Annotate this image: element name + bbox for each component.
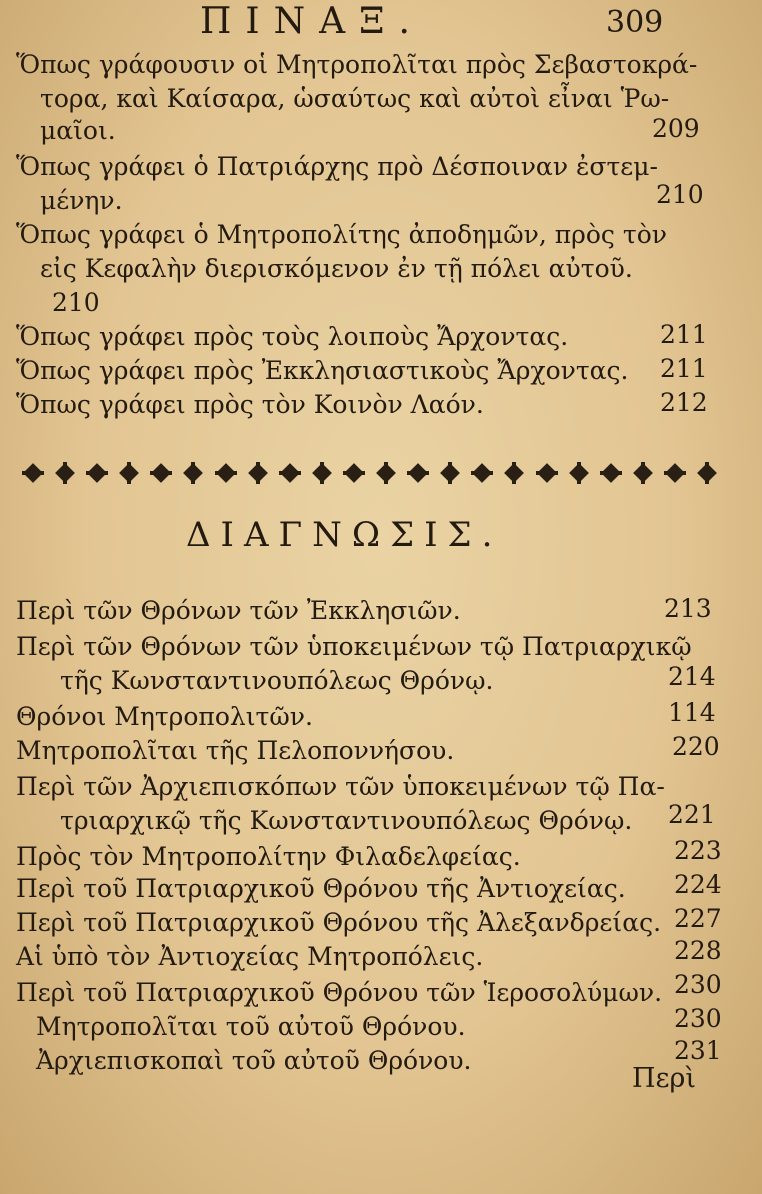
toc-page-number: 213 — [664, 594, 712, 623]
ornament-icon — [247, 462, 269, 484]
toc-line: μαῖοι. — [40, 116, 116, 145]
toc-line: Περὶ τοῦ Πατριαρχικοῦ Θρόνου τῆς Ἀλεξανδρείας. — [16, 908, 662, 937]
ornament-icon — [22, 462, 44, 484]
ornament-icon — [343, 462, 365, 484]
toc-line: Ὅπως γράφει πρὸς Ἐκκλησιαστικοὺς Ἄρχοντας. — [16, 356, 629, 385]
ornament-icon — [536, 462, 558, 484]
toc-page-number: 220 — [672, 732, 720, 761]
ornament-icon — [279, 462, 301, 484]
ornament-icon — [86, 462, 108, 484]
ornament-icon — [664, 462, 686, 484]
ornament-icon — [375, 462, 397, 484]
ornament-icon — [182, 462, 204, 484]
ornament-icon — [54, 462, 76, 484]
toc-line: Περὶ τοῦ Πατριαρχικοῦ Θρόνου τῶν Ἱεροσολύμων. — [16, 978, 663, 1007]
toc-page-number: 209 — [652, 114, 700, 143]
ornament-icon — [600, 462, 622, 484]
toc-line: 210 — [52, 288, 100, 317]
toc-line: Θρόνοι Μητροπολιτῶν. — [16, 702, 313, 731]
page-number: 309 — [606, 5, 664, 40]
toc-line: Ὅπως γράφει ὁ Μητροπολίτης ἀποδημῶν, πρὸς τὸν — [16, 220, 667, 249]
toc-line: Ὅπως γράφει πρὸς τοὺς λοιποὺς Ἄρχοντας. — [16, 322, 569, 351]
section-title: ΔΙΑΓΝΩΣΙΣ. — [186, 515, 503, 555]
ornament-icon — [568, 462, 590, 484]
toc-line: Περὶ τῶν Ἀρχιεπισκόπων τῶν ὑποκειμένων τῷ Πα- — [16, 772, 665, 801]
ornament-icon — [215, 462, 237, 484]
running-title: ΠΙΝΑΞ. — [200, 1, 424, 42]
ornament-icon — [503, 462, 525, 484]
toc-page-number: 211 — [660, 320, 708, 349]
toc-line: τριαρχικῷ τῆς Κωνσταντινουπόλεως Θρόνῳ. — [60, 806, 633, 835]
ornament-icon — [632, 462, 654, 484]
ornament-icon — [439, 462, 461, 484]
toc-line: τορα, καὶ Καίσαρα, ὡσαύτως καὶ αὐτοὶ εἶναι Ῥω- — [40, 84, 670, 113]
toc-page-number: 210 — [656, 180, 704, 209]
toc-line: τῆς Κωνσταντινουπόλεως Θρόνῳ. — [60, 666, 494, 695]
toc-line: Μητροπολῖται τοῦ αὐτοῦ Θρόνου. — [36, 1012, 466, 1041]
toc-line: Ἀρχιεπισκοπαὶ τοῦ αὐτοῦ Θρόνου. — [36, 1046, 472, 1075]
toc-line: Μητροπολῖται τῆς Πελοποννήσου. — [16, 736, 455, 765]
page-header — [0, 2, 762, 42]
decorative-ornament-band — [22, 448, 718, 498]
toc-line: Περὶ τῶν Θρόνων τῶν Ἐκκλησιῶν. — [16, 596, 461, 625]
ornament-icon — [696, 462, 718, 484]
toc-line: Ὅπως γράφει ὁ Πατριάρχης πρὸ Δέσποιναν ἐστεμ- — [16, 152, 658, 181]
toc-line: Ὅπως γράφουσιν οἱ Μητροπολῖται πρὸς Σεβαστοκρά- — [16, 50, 698, 79]
toc-page-number: 212 — [660, 388, 708, 417]
toc-line: Αἱ ὑπὸ τὸν Ἀντιοχείας Μητροπόλεις. — [16, 942, 484, 971]
ornament-icon — [150, 462, 172, 484]
ornament-icon — [407, 462, 429, 484]
toc-page-number: 114 — [668, 698, 716, 727]
toc-page-number: 228 — [674, 936, 722, 965]
toc-page-number: 214 — [668, 662, 716, 691]
toc-line: Ὅπως γράφει πρὸς τὸν Κοινὸν Λαόν. — [16, 390, 484, 419]
toc-page-number: 231 — [674, 1036, 722, 1065]
ornament-icon — [471, 462, 493, 484]
ornament-icon — [311, 462, 333, 484]
toc-page-number: 221 — [668, 800, 716, 829]
toc-page-number: 227 — [674, 904, 722, 933]
toc-line: εἰς Κεφαλὴν διερισκόμενον ἐν τῇ πόλει αὐτοῦ. — [40, 254, 633, 283]
toc-page-number: 211 — [660, 354, 708, 383]
toc-page-number: 223 — [674, 836, 722, 865]
toc-line: Περὶ τῶν Θρόνων τῶν ὑποκειμένων τῷ Πατριαρχικῷ — [16, 632, 692, 661]
toc-line: Περὶ τοῦ Πατριαρχικοῦ Θρόνου τῆς Ἀντιοχείας. — [16, 874, 626, 903]
toc-page-number: 230 — [674, 970, 722, 999]
toc-line: μένην. — [40, 186, 123, 215]
toc-page-number: 224 — [674, 870, 722, 899]
ornament-icon — [118, 462, 140, 484]
catchword: Περὶ — [632, 1063, 696, 1094]
toc-page-number: 230 — [674, 1004, 722, 1033]
toc-line: Πρὸς τὸν Μητροπολίτην Φιλαδελφείας. — [16, 842, 521, 871]
